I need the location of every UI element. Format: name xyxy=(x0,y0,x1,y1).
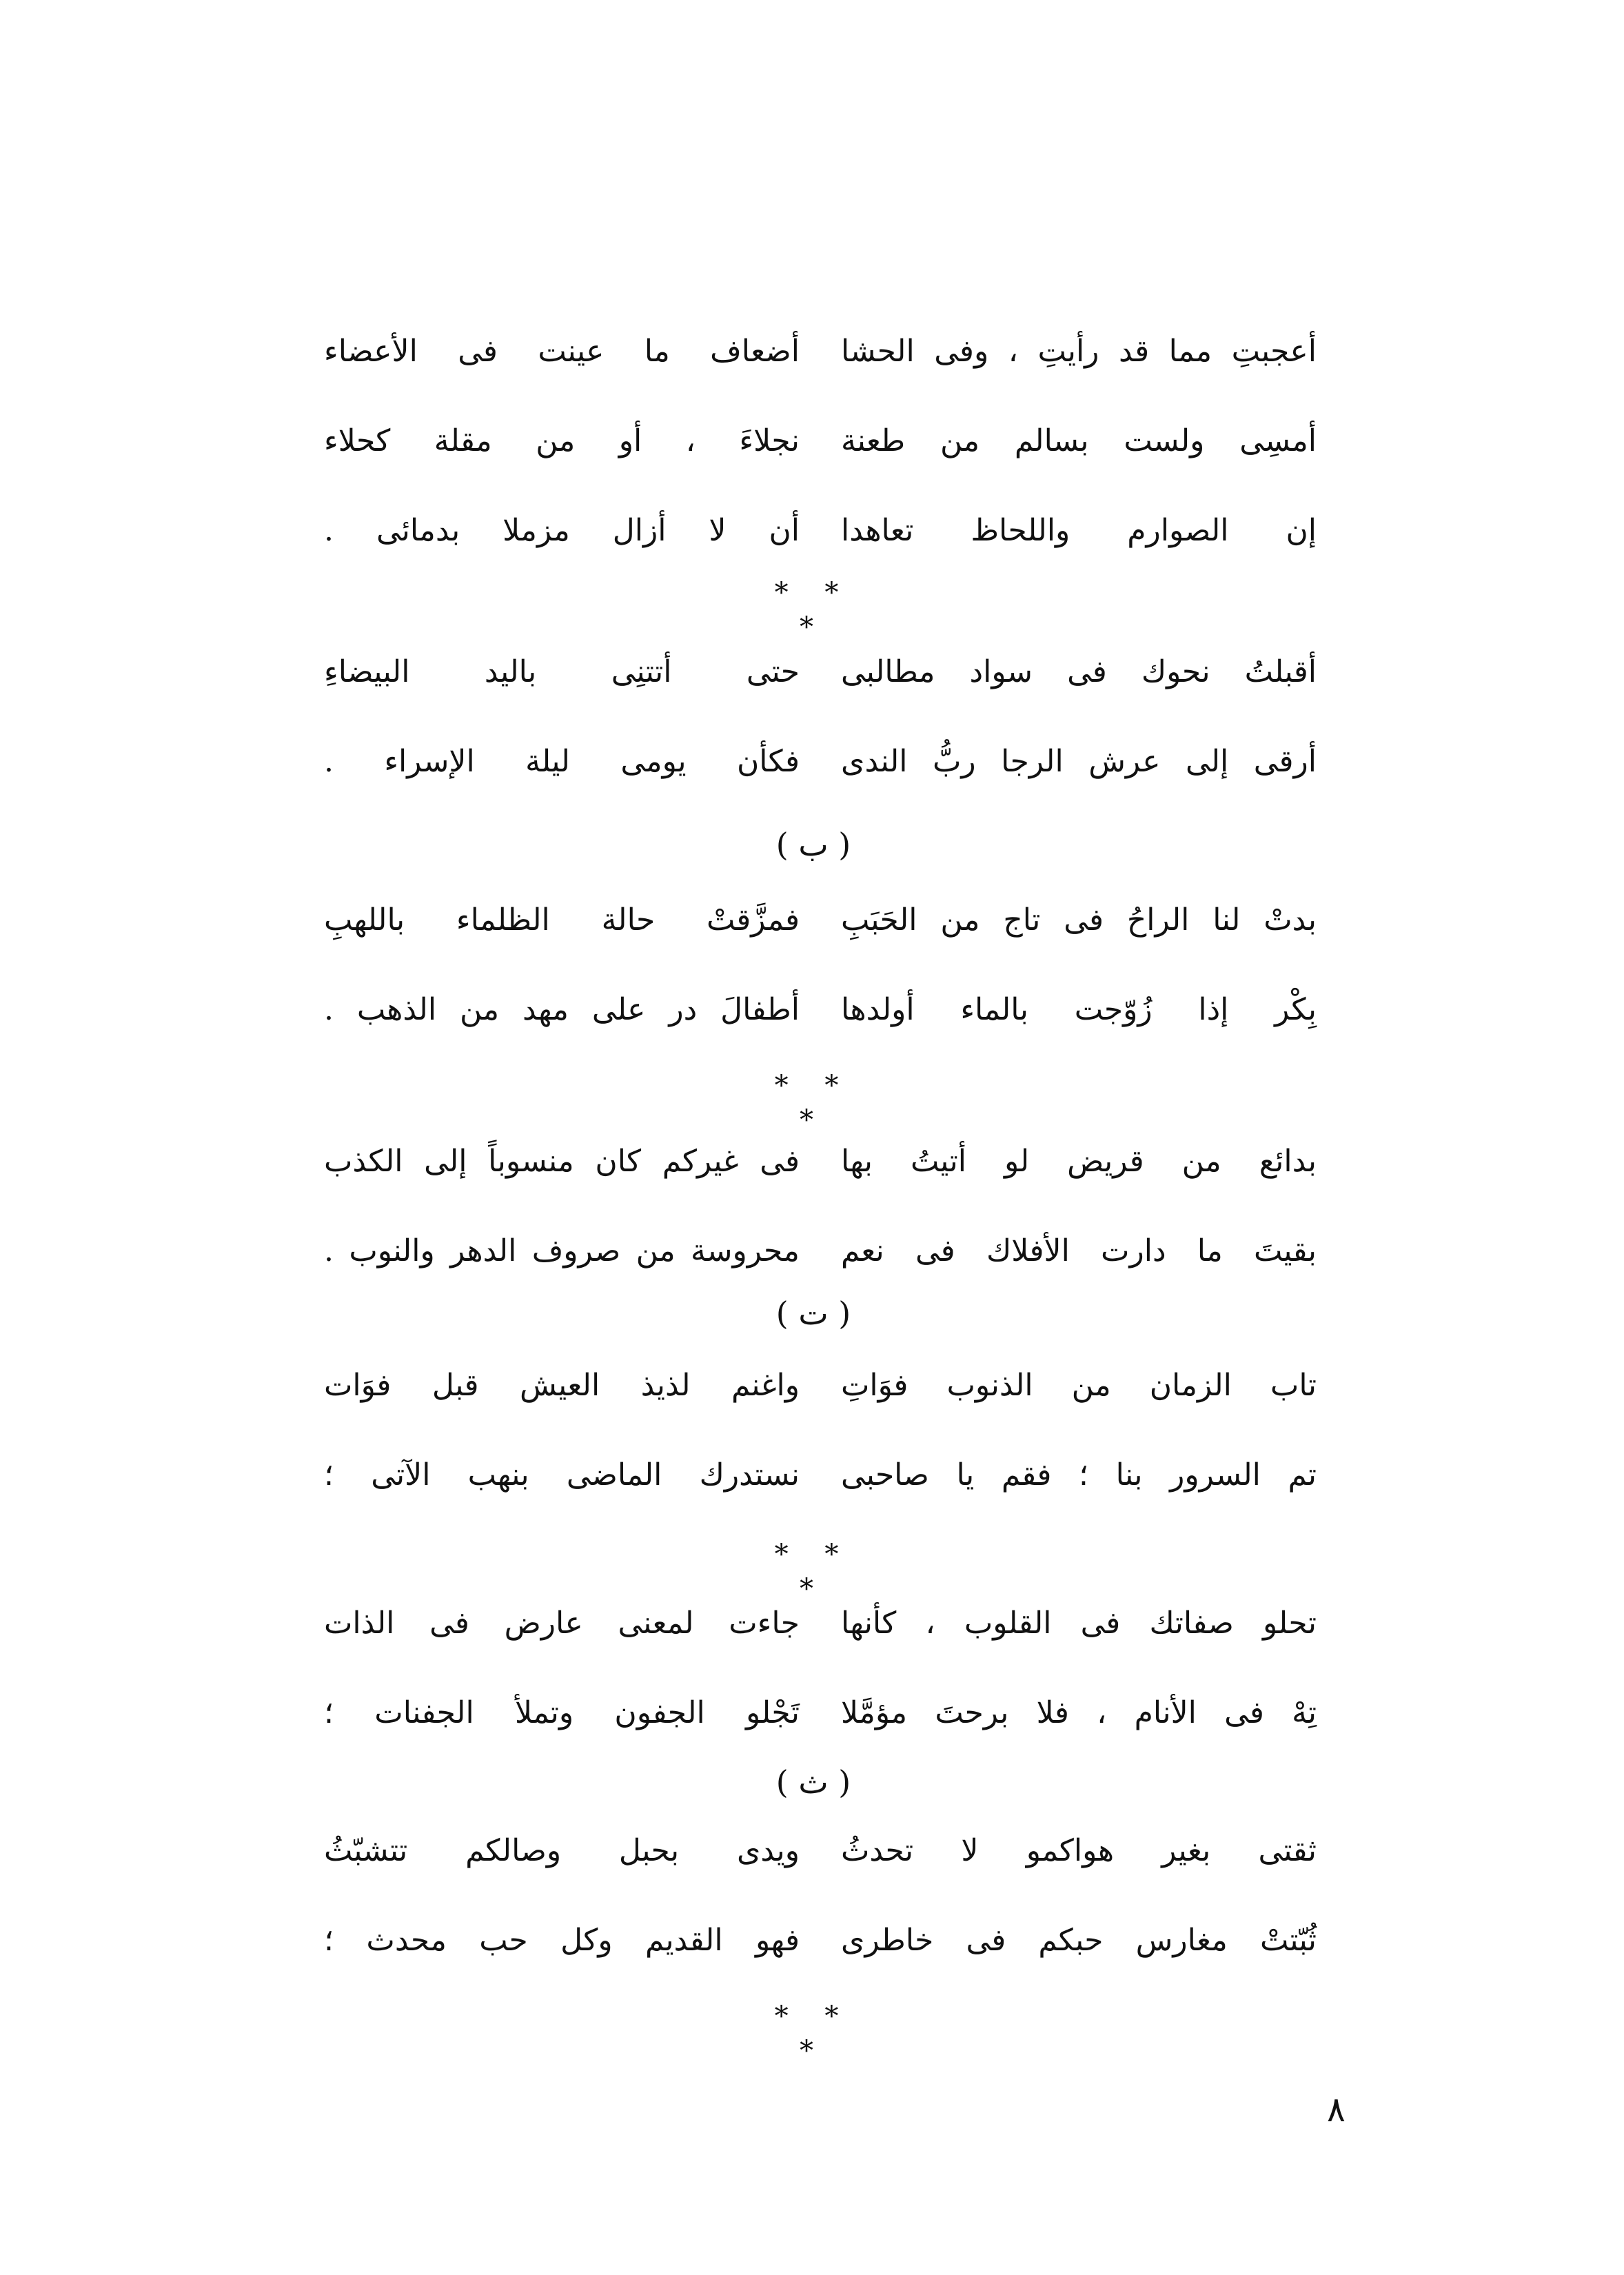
stanza-separator: * * * xyxy=(774,2001,853,2067)
verse-second-hemistich: واغنم لذيذ العيش قبل فوَات xyxy=(324,1368,800,1403)
verse-second-hemistich: فكأن يومى ليلة الإسراء . xyxy=(324,744,800,779)
verse-first-hemistich: بِكْر إذا زُوّجت بالماء أولدها xyxy=(841,992,1317,1027)
verse-first-hemistich: أمسِى ولست بسالم من طعنة xyxy=(841,423,1317,458)
verse xyxy=(324,979,1317,1069)
verse xyxy=(324,1593,1317,1682)
verse-first-hemistich: إن الصوارم واللحاظ تعاهدا xyxy=(841,513,1317,548)
verse-second-hemistich: فى غيركم كان منسوباً إلى الكذب xyxy=(324,1144,800,1179)
poem-stanza-7 xyxy=(324,1820,1317,1999)
verse-second-hemistich: فمزَّقتْ حالة الظلماء باللهبِ xyxy=(324,902,800,938)
verse-second-hemistich: فهو القديم وكل حب محدث ؛ xyxy=(324,1923,800,1958)
poem-stanza-2 xyxy=(324,641,1317,820)
stanza-separator: * * * xyxy=(774,1539,853,1605)
page-number: ٨ xyxy=(1327,2090,1346,2130)
verse xyxy=(324,1820,1317,1910)
poem-stanza-4 xyxy=(324,1131,1317,1310)
verse xyxy=(324,1682,1317,1772)
verse xyxy=(324,410,1317,500)
verse-first-hemistich: تحلو صفاتك فى القلوب ، كأنها xyxy=(841,1606,1317,1641)
letter-heading: ( ث ) xyxy=(775,1763,851,1801)
verse-first-hemistich: ثُبّتتْ مغارس حبكم فى خاطرى xyxy=(841,1923,1317,1958)
verse xyxy=(324,889,1317,979)
verse-second-hemistich: ويدى بحبل وصالكم تتشبّثُ xyxy=(324,1833,800,1868)
letter-heading: ( ت ) xyxy=(775,1295,851,1332)
verse-first-hemistich: أرقى إلى عرش الرجا ربُّ الندى xyxy=(841,744,1317,779)
verse-second-hemistich: أضعاف ما عينت فى الأعضاء xyxy=(324,334,800,369)
verse-first-hemistich: أقبلتُ نحوك فى سواد مطالبى xyxy=(841,654,1317,689)
verse xyxy=(324,321,1317,410)
verse-second-hemistich: محروسة من صروف الدهر والنوب . xyxy=(324,1233,800,1268)
stanza-separator: * * * xyxy=(774,1070,853,1136)
verse-second-hemistich: حتى أتتنِى باليد البيضاءِ xyxy=(324,654,800,689)
verse-first-hemistich: بقيتَ ما دارت الأفلاك فى نعم xyxy=(841,1233,1317,1268)
verse xyxy=(324,1910,1317,1999)
verse-second-hemistich: أطفالَ در على مهد من الذهب . xyxy=(324,992,800,1027)
verse-first-hemistich: بدائع من قريض لو أتيتُ بها xyxy=(841,1144,1317,1179)
letter-heading: ( ب ) xyxy=(775,826,851,863)
poem-stanza-3 xyxy=(324,889,1317,1069)
verse xyxy=(324,1355,1317,1444)
verse-second-hemistich: جاءت لمعنى عارض فى الذات xyxy=(324,1606,800,1641)
verse-first-hemistich: تاب الزمان من الذنوب فوَاتِ xyxy=(841,1368,1317,1403)
verse-first-hemistich: تِهْ فى الأنام ، فلا برحتَ مؤمَّلا xyxy=(841,1695,1317,1730)
poem-stanza-6 xyxy=(324,1593,1317,1772)
verse-first-hemistich: تم السرور بنا ؛ فقم يا صاحبى xyxy=(841,1457,1317,1493)
verse xyxy=(324,1444,1317,1534)
verse-second-hemistich: نجلاءَ ، أو من مقلة كحلاء xyxy=(324,423,800,458)
verse-second-hemistich: نستدرك الماضى بنهب الآتى ؛ xyxy=(324,1457,800,1493)
poem-stanza-1 xyxy=(324,321,1317,589)
verse-first-hemistich: أعجبتِ مما قد رأيتِ ، وفى الحشا xyxy=(841,334,1317,369)
verse-first-hemistich: بدتْ لنا الراحُ فى تاج من الحَبَبِ xyxy=(841,902,1317,938)
verse xyxy=(324,731,1317,820)
verse-second-hemistich: أن لا أزال مزملا بدمائى . xyxy=(324,513,800,548)
verse xyxy=(324,1131,1317,1220)
verse xyxy=(324,641,1317,731)
verse-first-hemistich: ثقتى بغير هواكمو لا تحدثُ xyxy=(841,1833,1317,1868)
poem-stanza-5 xyxy=(324,1355,1317,1534)
stanza-separator: * * * xyxy=(774,577,853,643)
verse-second-hemistich: تَجْلو الجفون وتملأ الجفنات ؛ xyxy=(324,1695,800,1730)
